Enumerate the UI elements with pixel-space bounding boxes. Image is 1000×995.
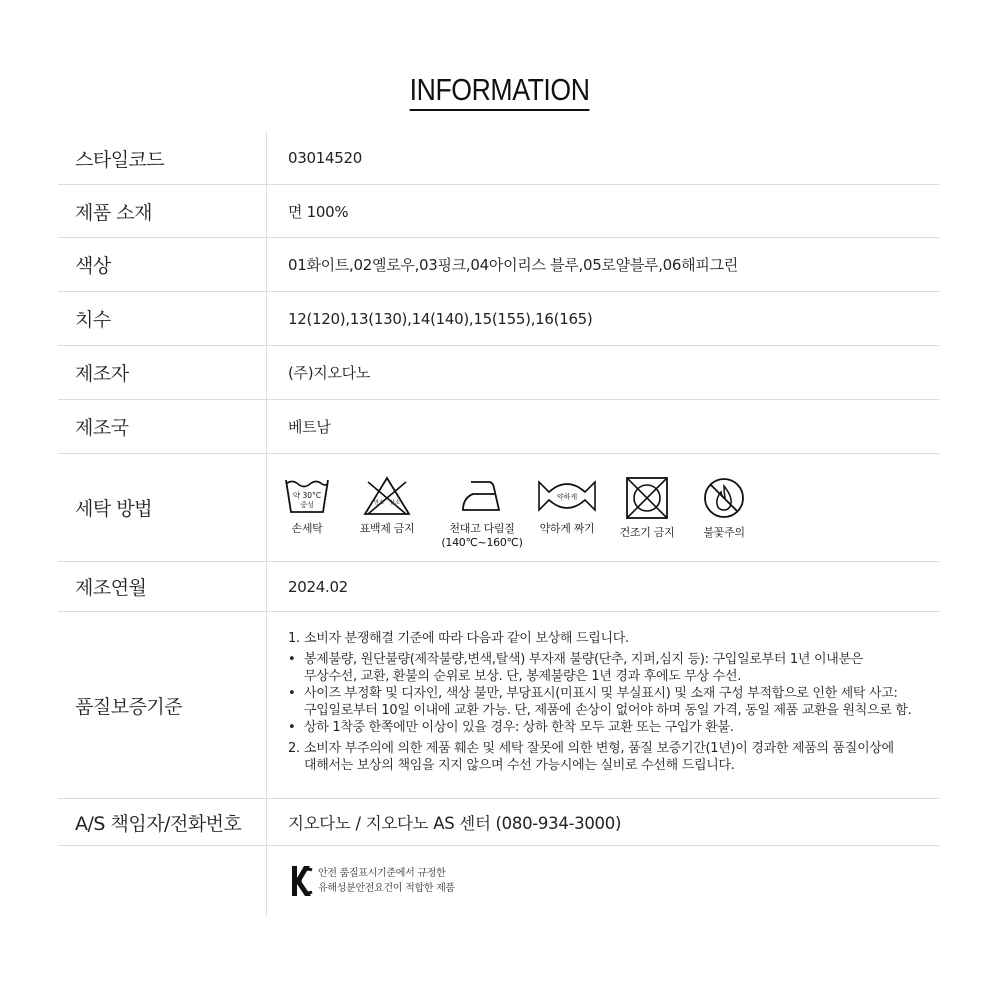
row-country <box>58 400 939 454</box>
row-label: 품질보증기준 <box>75 695 183 718</box>
row-label: 제조국 <box>75 417 129 439</box>
row-maker <box>58 346 939 400</box>
as-value: 지오다노 / 지오다노 AS 센터 (080-934-3000) <box>288 814 622 833</box>
bleach-oxygen-label: 산소 <box>389 500 401 506</box>
column-divider <box>266 132 267 184</box>
size-value: 12(120),13(130),14(140),15(155),16(165) <box>288 309 593 328</box>
quality-line: • 사이즈 부정확 및 디자인, 색상 불만, 부당표시(미표시 및 부실표시) 및 소재 구성 부적합으로 인한 세탁 사고: <box>288 686 898 701</box>
row-kc <box>58 846 939 916</box>
material-value: 면 100% <box>288 202 349 221</box>
quality-line: • 봉제불량, 원단불량(제작불량,변색,탈색) 부자재 불량(단추, 지퍼,심지 등): 구입일로부터 1년 이내분은 <box>288 652 864 667</box>
care-caption: 불꽃주의 <box>703 526 745 539</box>
wring-inner-text: 약하게 <box>556 493 578 501</box>
column-divider <box>266 185 267 237</box>
kc-mark-icon <box>288 864 314 898</box>
kc-text <box>318 866 455 896</box>
row-label: A/S 책임자/전화번호 <box>75 812 242 835</box>
quality-line: 대해서는 보상의 책임을 지지 않으며 수선 가능시에는 실비로 수선해 드립니다. <box>304 758 735 773</box>
row-label: 제품 소재 <box>75 201 152 224</box>
gentle-wring-icon <box>537 476 597 516</box>
row-label: 제조자 <box>75 363 129 385</box>
quality-line: 1. 소비자 분쟁해결 기준에 따라 다음과 같이 보상해 드립니다. <box>288 631 629 646</box>
care-caption: 표백제 금지 <box>359 522 415 535</box>
row-label: 색상 <box>75 255 111 277</box>
row-label: 제조연월 <box>75 577 147 599</box>
quality-line: 무상수선, 교환, 환불의 순위로 보상. 단, 봉제불량은 1년 경과 후에도 무상 수선. <box>304 669 742 684</box>
no-fire-icon <box>702 476 746 520</box>
column-divider <box>266 799 267 845</box>
quality-line: 구입일로부터 10일 이내에 교환 가능. 단, 제품에 손상이 없어야 하며 동일 가격, 동일 제품 교환을 원칙으로 함. <box>304 703 912 718</box>
quality-guarantee-text <box>288 630 938 774</box>
care-caption <box>441 522 522 550</box>
row-size <box>58 292 939 346</box>
column-divider <box>266 612 267 798</box>
column-divider <box>266 562 267 611</box>
kc-certification <box>288 864 455 898</box>
row-date <box>58 562 939 612</box>
no-bleach-icon <box>362 476 412 516</box>
row-quality <box>58 612 939 799</box>
iron-temp-range: (140℃~160℃) <box>441 536 523 549</box>
date-value: 2024.02 <box>288 577 348 596</box>
kc-line: 안전 품질표시기준에서 규정한 <box>318 868 446 879</box>
care-no-fire <box>700 476 748 550</box>
care-iron <box>442 476 522 550</box>
care-no-bleach <box>356 476 418 550</box>
row-material <box>58 185 939 238</box>
column-divider <box>266 292 267 345</box>
column-divider <box>266 346 267 399</box>
hand-wash-detergent: 중성 <box>300 501 314 509</box>
no-tumble-dry-icon <box>625 476 669 520</box>
hand-wash-30c-icon <box>284 476 330 516</box>
care-hand-wash <box>284 476 330 550</box>
care-icons <box>284 476 748 550</box>
row-color <box>58 238 939 292</box>
color-value: 01화이트,02옐로우,03핑크,04아이리스 블루,05로얄블루,06해피그린 <box>288 256 738 274</box>
iron-icon <box>459 476 505 516</box>
row-label: 스타일코드 <box>75 148 165 171</box>
hand-wash-temp: 약 30°C <box>292 491 322 500</box>
column-divider <box>266 238 267 291</box>
country-value: 베트남 <box>288 418 331 436</box>
row-as <box>58 799 939 846</box>
care-caption: 약하게 짜기 <box>539 522 595 535</box>
care-gentle-wring <box>536 476 598 550</box>
column-divider <box>266 454 267 561</box>
style-code-value: 03014520 <box>288 149 362 167</box>
quality-line: • 상하 1착중 한쪽에만 이상이 있을 경우: 상하 한착 모두 교환 또는 구입가 환불. <box>288 720 734 735</box>
kc-line: 유해성분안전요건이 적합한 제품 <box>318 883 455 894</box>
iron-caption: 천대고 다림질 <box>449 522 515 535</box>
care-no-tumble-dry <box>618 476 676 550</box>
bleach-chlorine-label: 염소 <box>373 500 385 506</box>
row-label: 세탁 방법 <box>75 498 152 520</box>
row-washing <box>58 454 939 562</box>
maker-value: (주)지오다노 <box>288 364 371 382</box>
care-caption: 손세탁 <box>291 522 323 535</box>
page-title: INFORMATION <box>0 72 1000 111</box>
info-table <box>58 132 939 916</box>
row-label: 치수 <box>75 309 111 331</box>
care-caption: 건조기 금지 <box>619 526 675 539</box>
column-divider <box>266 400 267 453</box>
column-divider <box>266 846 267 916</box>
row-style-code <box>58 132 939 185</box>
quality-line: 2. 소비자 부주의에 의한 제품 훼손 및 세탁 잘못에 의한 변형, 품질 보증기간(1년)이 경과한 제품의 품질이상에 <box>288 741 894 756</box>
